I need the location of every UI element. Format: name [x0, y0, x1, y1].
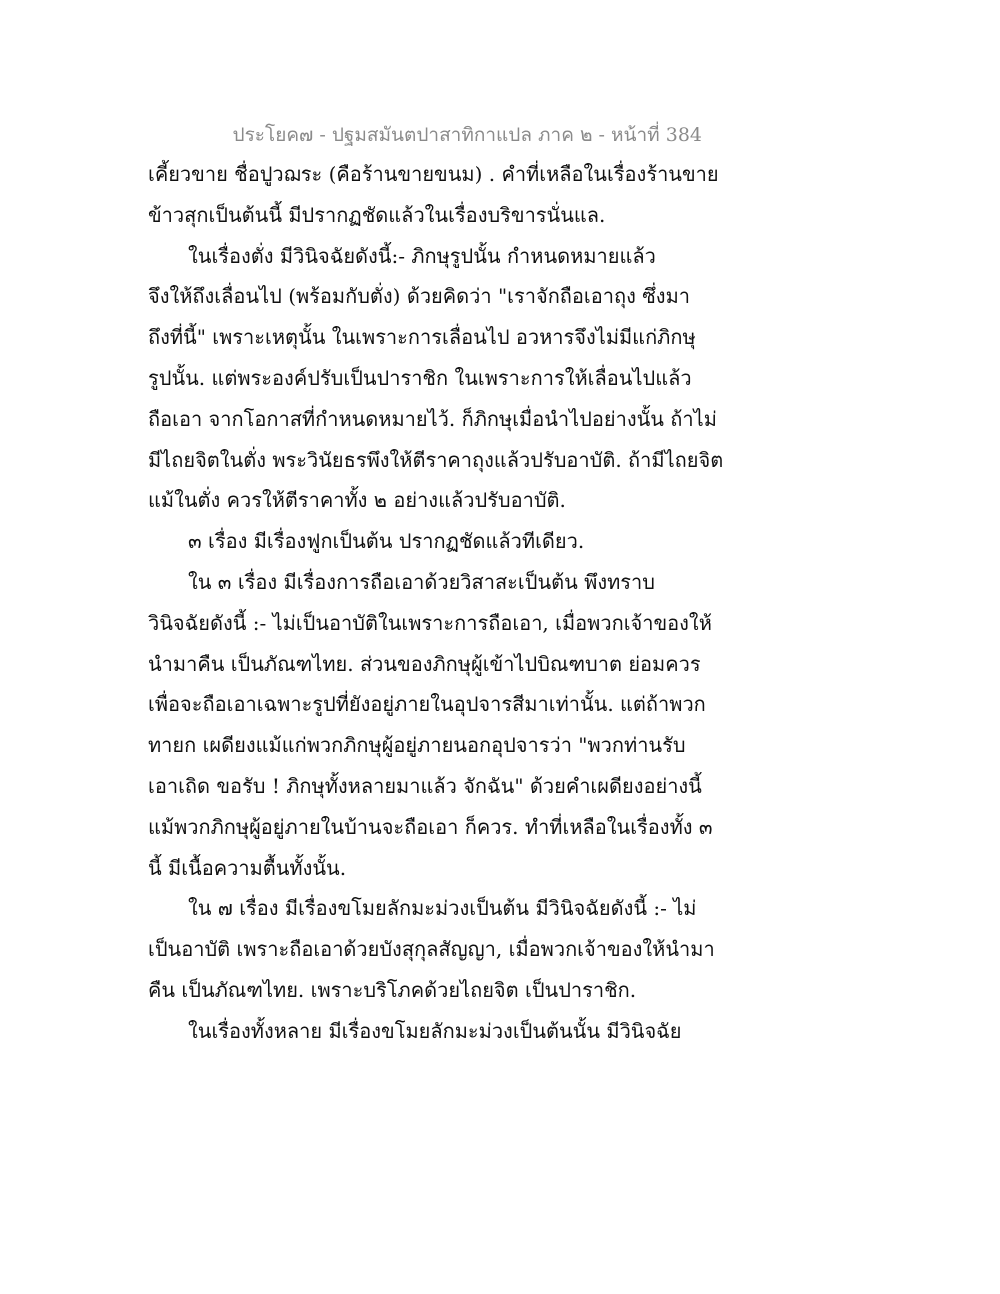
text-line: แม้ในตั่ง ควรให้ตีราคาทั้ง ๒ อย่างแล้วปรับอาบัติ. [148, 488, 566, 513]
text-line: เคี้ยวขาย ชื่อปูวฌระ (คือร้านขายขนม) . คำที่เหลือในเรื่องร้านขาย [148, 162, 719, 186]
text-line: รูปนั้น. แต่พระองค์ปรับเป็นปาราชิก ในเพราะการให้เลื่อนไปแล้ว [148, 365, 692, 390]
text-line: ถือเอา จากโอกาสที่กำหนดหมายไว้. ก็ภิกษุเมื่อนำไปอย่างนั้น ถ้าไม่ [148, 406, 717, 431]
page-header: ประโยค๗ - ปฐมสมันตปาสาทิกาแปล ภาค ๒ - หน้าที่ 384 [232, 124, 702, 146]
body-text [148, 156, 724, 1054]
text-line: ในเรื่องทั้งหลาย มีเรื่องขโมยลักมะม่วงเป็นต้นนั้น มีวินิจฉัย [188, 1018, 682, 1043]
text-line: ๓ เรื่อง มีเรื่องฟูกเป็นต้น ปรากฏชัดแล้วทีเดียว. [188, 529, 585, 554]
text-line: เอาเถิด ขอรับ ! ภิกษุทั้งหลายมาแล้ว จักฉัน" ด้วยคำเผดียงอย่างนี้ [148, 773, 702, 798]
text-line: มีไถยจิตในตั่ง พระวินัยธรพึงให้ตีราคาถุงแล้วปรับอาบัติ. ถ้ามีไถยจิต [148, 447, 724, 472]
text-line: จึงให้ถึงเลื่อนไป (พร้อมกับตั่ง) ด้วยคิดว่า "เราจักถือเอาถุง ซึ่งมา [148, 284, 690, 309]
text-line: ถึงที่นี้" เพราะเหตุนั้น ในเพราะการเลื่อนไป อวหารจึงไม่มีแก่ภิกษุ [148, 325, 696, 350]
text-line: ใน ๓ เรื่อง มีเรื่องการถือเอาด้วยวิสาสะเป็นต้น พึงทราบ [188, 569, 655, 594]
text-line: นี้ มีเนื้อความตื้นทั้งนั้น. [148, 855, 347, 880]
text-line: เพื่อจะถือเอาเฉพาะรูปที่ยังอยู่ภายในอุปจารสีมาเท่านั้น. แต่ถ้าพวก [148, 692, 706, 717]
text-line: ใน ๗ เรื่อง มีเรื่องขโมยลักมะม่วงเป็นต้น มีวินิจฉัยดังนี้ :- ไม่ [188, 896, 697, 921]
text-line: ทายก เผดียงแม้แก่พวกภิกษุผู้อยู่ภายนอกอุปจารว่า "พวกท่านรับ [148, 733, 686, 758]
text-line: วินิจฉัยดังนี้ :- ไม่เป็นอาบัติในเพราะการถือเอา, เมื่อพวกเจ้าของให้ [148, 610, 712, 635]
text-line: เป็นอาบัติ เพราะถือเอาด้วยบังสุกุลสัญญา, เมื่อพวกเจ้าของให้นำมา [148, 937, 715, 962]
text-line: ในเรื่องตั่ง มีวินิจฉัยดังนี้:- ภิกษุรูปนั้น กำหนดหมายแล้ว [188, 243, 656, 268]
text-line: ข้าวสุกเป็นต้นนี้ มีปรากฏชัดแล้วในเรื่องบริขารนั่นแล. [148, 202, 606, 227]
text-line: แม้พวกภิกษุผู้อยู่ภายในบ้านจะถือเอา ก็ควร. ทำที่เหลือในเรื่องทั้ง ๓ [148, 814, 713, 839]
text-line: คืน เป็นภัณฑไทย. เพราะบริโภคด้วยไถยจิต เป็นปาราชิก. [148, 977, 637, 1002]
text-line: นำมาคืน เป็นภัณฑไทย. ส่วนของภิกษุผู้เข้าไปบิณฑบาต ย่อมควร [148, 651, 701, 676]
